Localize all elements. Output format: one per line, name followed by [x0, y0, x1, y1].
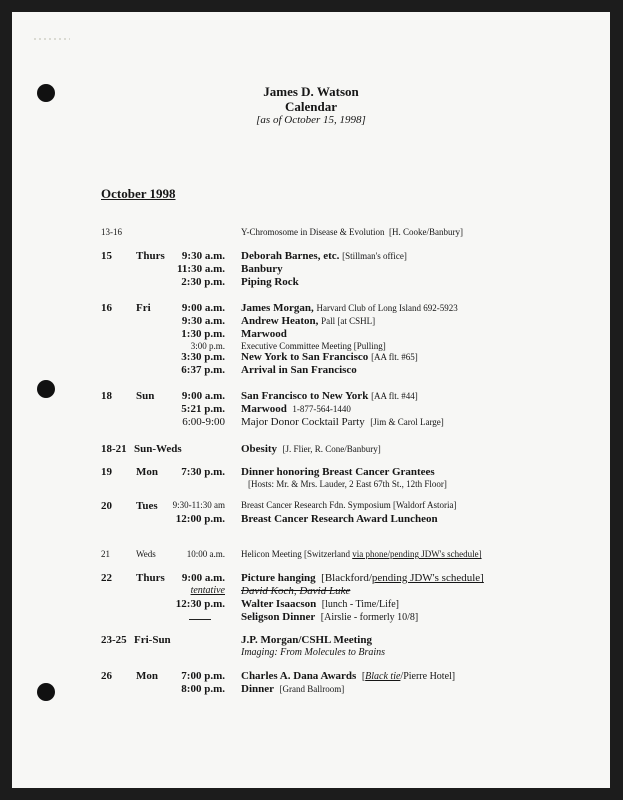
entry-time: 7:30 p.m. — [181, 466, 225, 478]
entry-event: James Morgan, Harvard Club of Long Island 692-5923 — [241, 302, 458, 314]
entry-event: Marwood 1-877-564-1440 — [241, 403, 351, 415]
calendar-entry — [0, 585, 623, 599]
entry-event: David Koch, David Luke — [241, 585, 351, 597]
entry-event: Deborah Barnes, etc. [Stillman's office] — [241, 250, 407, 262]
calendar-entry — [0, 634, 623, 648]
entry-time: 9:30-11:30 am — [172, 500, 225, 510]
entry-time: 6:37 p.m. — [181, 364, 225, 376]
entry-event: Breast Cancer Research Award Luncheon — [241, 513, 438, 525]
calendar-entry — [0, 364, 623, 378]
entry-date: 26 — [101, 670, 112, 682]
calendar-entry — [0, 315, 623, 329]
entry-time: 1:30 p.m. — [181, 328, 225, 340]
entry-date: 23-25 — [101, 634, 127, 646]
header-asof: [as of October 15, 1998] — [256, 114, 366, 126]
entry-date: 22 — [101, 572, 112, 584]
entry-time: 10:00 a.m. — [186, 549, 225, 559]
entry-date: 19 — [101, 466, 112, 478]
entry-time: 2:30 p.m. — [181, 276, 225, 288]
entry-event: Picture hanging [Blackford/pending JDW's schedule] — [241, 572, 484, 584]
entry-event: Marwood — [241, 328, 287, 340]
entry-note: [Hosts: Mr. & Mrs. Lauder, 2 East 67th St., 12th Floor] — [248, 479, 447, 489]
entry-event: Arrival in San Francisco — [241, 364, 357, 376]
entry-event: Imaging: From Molecules to Brains — [241, 647, 386, 658]
entry-date: 21 — [101, 549, 110, 559]
entry-time: 12:30 p.m. — [175, 598, 225, 610]
blank-time-line — [189, 619, 211, 620]
calendar-entry — [0, 328, 623, 342]
calendar-entry — [0, 466, 623, 480]
entry-event: J.P. Morgan/CSHL Meeting — [241, 634, 372, 646]
calendar-entry — [0, 416, 623, 430]
entry-time: 12:00 p.m. — [175, 513, 225, 525]
entry-date: 16 — [101, 302, 112, 314]
entry-weekday: Weds — [136, 549, 156, 559]
calendar-entry — [0, 263, 623, 277]
calendar-entry — [0, 598, 623, 612]
entry-event: New York to San Francisco [AA flt. #65] — [241, 351, 418, 363]
calendar-entry — [0, 390, 623, 404]
entry-date: 18-21 — [101, 443, 127, 455]
entry-time: 6:00-9:00 — [182, 416, 225, 428]
entry-event: Seligson Dinner [Airslie - formerly 10/8] — [241, 611, 419, 623]
entry-time: tentative — [190, 585, 225, 596]
entry-weekday: Mon — [136, 670, 158, 682]
calendar-entry — [0, 611, 623, 625]
entry-date: 18 — [101, 390, 112, 402]
calendar-entry — [0, 276, 623, 290]
entry-event: Dinner honoring Breast Cancer Grantees — [241, 466, 435, 478]
calendar-entry — [0, 549, 623, 563]
entry-event: San Francisco to New York [AA flt. #44] — [241, 390, 418, 402]
entry-weekday: Mon — [136, 466, 158, 478]
entry-time: 9:30 a.m. — [181, 315, 225, 327]
entry-event: Andrew Heaton, Pall [at CSHL] — [241, 315, 376, 327]
entry-event: Banbury — [241, 263, 283, 275]
entry-time: 3:30 p.m. — [181, 351, 225, 363]
entry-weekday: Fri-Sun — [134, 634, 171, 646]
calendar-entry — [0, 250, 623, 264]
calendar-entry — [0, 647, 623, 661]
calendar-entry — [0, 351, 623, 365]
calendar-entry — [0, 227, 623, 241]
entry-time: 9:00 a.m. — [181, 302, 225, 314]
entry-time: 3:00 p.m. — [190, 341, 225, 351]
calendar-entry — [0, 403, 623, 417]
entry-time: 9:00 a.m. — [181, 390, 225, 402]
calendar-entry — [0, 443, 623, 457]
entry-date: 13-16 — [101, 227, 122, 237]
calendar-entry — [0, 572, 623, 586]
header-title: Calendar — [285, 99, 337, 114]
entry-time: 11:30 a.m. — [177, 263, 225, 275]
entry-date: 15 — [101, 250, 112, 262]
entry-event: Obesity [J. Flier, R. Cone/Banbury] — [241, 443, 381, 455]
entry-time: 8:00 p.m. — [181, 683, 225, 695]
entry-weekday: Thurs — [136, 572, 165, 584]
entry-event: Major Donor Cocktail Party [Jim & Carol Large] — [241, 416, 444, 428]
calendar-entry — [0, 302, 623, 316]
entry-event: Walter Isaacson [lunch - Time/Life] — [241, 598, 399, 610]
entry-weekday: Sun-Weds — [134, 443, 182, 455]
month-heading: October 1998 — [101, 186, 176, 201]
entry-weekday: Thurs — [136, 250, 165, 262]
calendar-entry — [0, 500, 623, 514]
entry-event: Breast Cancer Research Fdn. Symposium [Waldorf Astoria] — [241, 500, 457, 510]
entry-event: Dinner [Grand Ballroom] — [241, 683, 345, 695]
entry-event: Y-Chromosome in Disease & Evolution [H. Cooke/Banbury] — [241, 227, 463, 237]
entry-weekday: Fri — [136, 302, 151, 314]
entry-event: Executive Committee Meeting [Pulling] — [241, 341, 386, 351]
entry-time: 9:30 a.m. — [181, 250, 225, 262]
entry-event: Piping Rock — [241, 276, 299, 288]
calendar-entry — [0, 479, 623, 493]
calendar-entry — [0, 513, 623, 527]
entry-time: 7:00 p.m. — [181, 670, 225, 682]
header-name: James D. Watson — [263, 84, 359, 99]
entry-time: 5:21 p.m. — [181, 403, 225, 415]
entry-weekday: Tues — [136, 500, 158, 512]
entry-date: 20 — [101, 500, 112, 512]
entry-weekday: Sun — [136, 390, 155, 402]
calendar-entry — [0, 670, 623, 684]
entry-event: Charles A. Dana Awards [Black tie/Pierre Hotel] — [241, 670, 456, 682]
punch-hole — [37, 84, 55, 102]
entry-event: Helicon Meeting [Switzerland via phone/pending JDW's schedule] — [241, 549, 482, 559]
entry-time: 9:00 a.m. — [181, 572, 225, 584]
calendar-entry — [0, 683, 623, 697]
pencil-mark — [34, 38, 70, 40]
